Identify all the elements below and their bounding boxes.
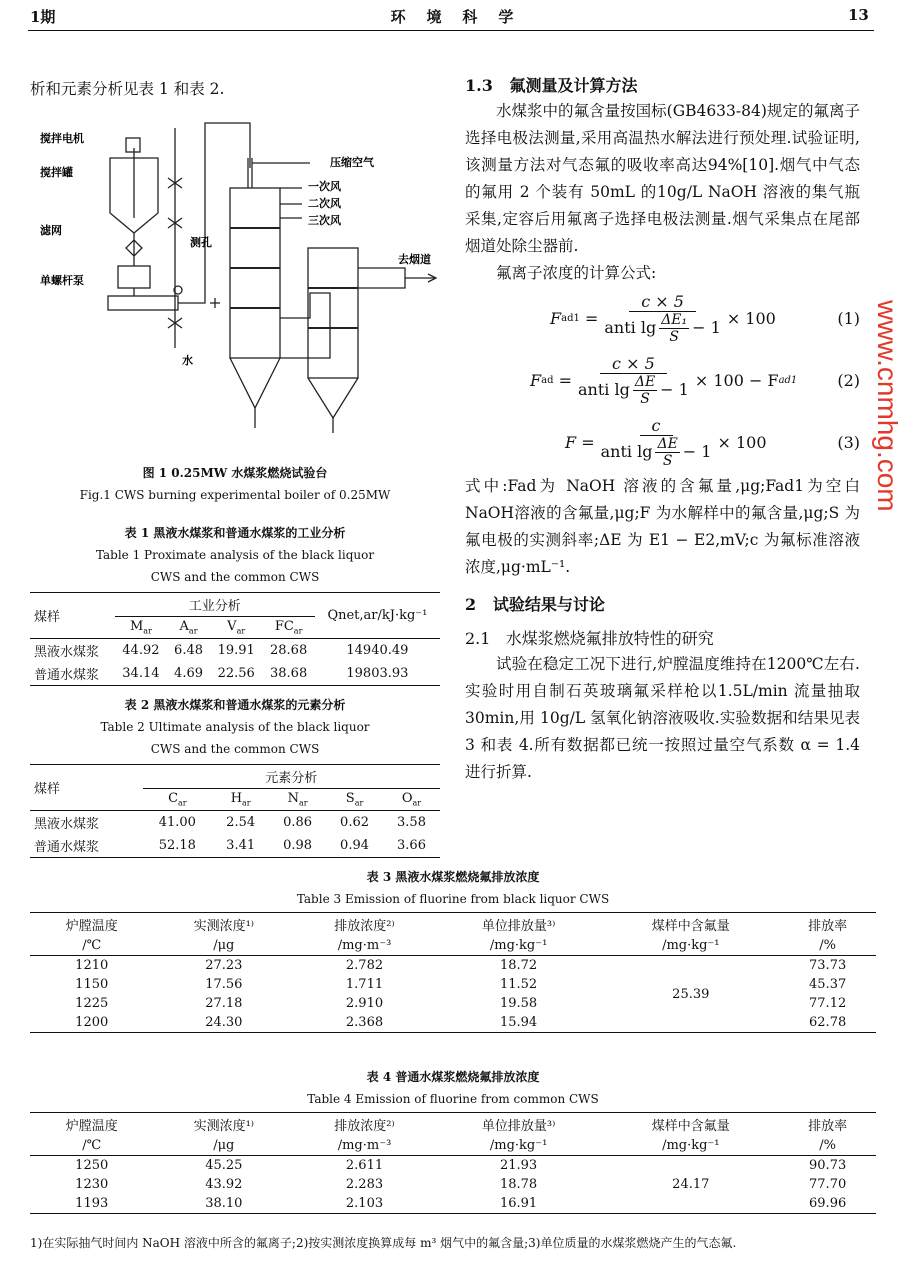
- fluorine-content-cell: 25.39: [672, 986, 710, 1002]
- paragraph-symbols: 式中:Fad为 NaOH 溶液的含氟量,μg;Fad1为空白NaOH溶液的含氟量,μg;F 为水解样中的氟含量,μg;S 为氟电极的实测斜率;ΔE 为 E1 − E2,mV;c 为氟标准溶液浓度,μg·mL⁻¹.: [465, 477, 860, 576]
- row-label: 黑液水煤浆: [34, 644, 100, 660]
- column-header: 排放浓度²⁾: [334, 919, 395, 934]
- column-header: [167, 617, 210, 639]
- table-cell: 43.92: [205, 1177, 243, 1192]
- section-2-1-heading: 2.1 水煤浆燃烧氟排放特性的研究: [465, 629, 714, 648]
- column-unit: /mg·kg⁻¹: [662, 938, 720, 953]
- column-header: [115, 617, 167, 639]
- label-primary: 一次风: [308, 180, 341, 193]
- watermark: www.cnmhg.com: [872, 300, 903, 512]
- table-cell: 0.62: [340, 814, 369, 830]
- table2-block: [30, 694, 440, 858]
- eq3-minus: − 1: [682, 441, 712, 461]
- table-cell: 3.58: [397, 814, 426, 830]
- table-cell: 24.30: [205, 1015, 243, 1030]
- header-qnet: Qnet,ar/kJ·kg⁻¹: [327, 607, 428, 623]
- table-cell: 21.93: [499, 1158, 538, 1173]
- right-column: [465, 74, 860, 786]
- eq1-lhs: F: [550, 308, 562, 328]
- table4-title-en: Table 4 Emission of fluorine from common CWS: [307, 1092, 599, 1106]
- eq1-inner-den: S: [669, 328, 679, 345]
- eq2-antilg: anti lg: [577, 379, 630, 399]
- table-cell: 44.92: [122, 642, 160, 658]
- table4-block: [30, 1066, 876, 1214]
- label-pump: 单螺杆泵: [40, 274, 84, 287]
- eq2-lhs: F: [530, 370, 542, 390]
- column-header: [262, 617, 314, 639]
- col-symbol: N: [287, 791, 299, 806]
- eq2-numerator: c × 5: [600, 354, 667, 374]
- eq2-number: (2): [837, 370, 860, 390]
- table-cell: 69.96: [809, 1196, 847, 1211]
- table-cell: 28.68: [270, 642, 308, 658]
- col-subscript: ar: [412, 798, 422, 808]
- table-row: [30, 638, 440, 662]
- eq2-tail-sub: ad1: [778, 374, 798, 386]
- equation-3: F = c anti lg $\frac{\Delta E}{S}$ − 1 × 100 (3): [565, 415, 860, 469]
- figure-caption-en: Fig.1 CWS burning experimental boiler of 0.25MW: [79, 488, 391, 502]
- column-unit: /μg: [213, 938, 235, 953]
- table-cell: 1225: [75, 996, 109, 1011]
- table-cell: 77.70: [809, 1177, 847, 1192]
- column-header: 煤样中含氟量: [651, 1119, 730, 1134]
- table3-title-en: Table 3 Emission of fluorine from black liquor CWS: [296, 892, 610, 906]
- label-flue: 去烟道: [398, 253, 431, 266]
- column-unit: /mg·kg⁻¹: [662, 1138, 720, 1153]
- eq1-antilg: anti lg: [604, 317, 657, 337]
- column-header: 单位排放量³⁾: [481, 919, 556, 934]
- table-cell: 2.368: [345, 1015, 384, 1030]
- label-port: 测孔: [190, 236, 212, 249]
- table-cell: 11.52: [499, 977, 538, 992]
- table-cell: 14940.49: [346, 642, 409, 658]
- row-label: 普通水煤浆: [34, 667, 100, 683]
- table3-block: [30, 866, 876, 1033]
- column-header: 炉膛温度: [65, 919, 118, 934]
- column-unit: /mg·m⁻³: [337, 938, 392, 953]
- table1: [30, 592, 440, 686]
- eq2-inner-num: ΔE: [634, 373, 656, 390]
- eq3-numerator: c: [640, 416, 673, 436]
- column-header: [210, 617, 262, 639]
- table1-block: [30, 522, 440, 686]
- table-cell: 19.58: [499, 996, 538, 1011]
- table-cell: 0.98: [283, 837, 313, 853]
- table-cell: 1200: [75, 1015, 109, 1030]
- table3: [30, 912, 876, 1033]
- column-unit: /℃: [82, 1138, 102, 1153]
- eq1-tail: × 100: [726, 308, 776, 328]
- table2-title-en1: Table 2 Ultimate analysis of the black liquor: [100, 720, 370, 734]
- eq3-inner-num: ΔE: [657, 435, 678, 452]
- header-sample: 煤样: [34, 609, 61, 625]
- col-subscript: ar: [178, 798, 187, 808]
- table-cell: 19803.93: [346, 665, 409, 681]
- table-cell: 45.37: [809, 977, 847, 992]
- table-cell: 52.18: [158, 837, 196, 853]
- table-cell: 62.78: [809, 1015, 847, 1030]
- label-tank: 搅拌罐: [40, 166, 73, 179]
- col-symbol: S: [345, 791, 355, 806]
- col-symbol: M: [129, 619, 144, 634]
- column-header: 排放率: [808, 919, 848, 934]
- table-cell: 77.12: [809, 996, 847, 1011]
- column-header: [326, 789, 383, 811]
- eq3-tail: × 100: [717, 432, 767, 452]
- table-cell: 1230: [75, 1177, 109, 1192]
- table-cell: 3.66: [397, 837, 426, 853]
- table-cell: 2.782: [345, 958, 384, 973]
- issue-number: 1期: [30, 8, 56, 26]
- col-symbol: FC: [274, 619, 294, 634]
- table-footnote: 1)在实际抽气时间内 NaOH 溶液中所含的氟离子;2)按实测浓度换算成每 m³ 烟气中的氟含量;3)单位质量的水煤浆燃烧产生的气态氟.: [30, 1236, 737, 1250]
- equation-1: F ad1 = c × 5 anti lg $\frac{\text{ΔE₁}}{S}$ − 1 × 100 (1): [550, 291, 860, 345]
- table-cell: 16.91: [499, 1196, 538, 1211]
- column-unit: /μg: [213, 1138, 235, 1153]
- col-symbol: O: [401, 791, 413, 806]
- eq2-sub: ad: [541, 374, 554, 386]
- row-label: 普通水煤浆: [34, 839, 100, 855]
- eq1-sub: ad1: [561, 312, 580, 324]
- table-row: [30, 810, 440, 834]
- table2-title-en2: CWS and the common CWS: [150, 742, 320, 756]
- column-unit: /mg·kg⁻¹: [489, 1138, 548, 1153]
- table-cell: 38.68: [270, 665, 308, 681]
- column-header: 单位排放量³⁾: [481, 1119, 556, 1134]
- table2: [30, 764, 440, 858]
- table-cell: 1150: [75, 977, 109, 992]
- table-cell: 0.86: [283, 814, 313, 830]
- table-cell: 2.283: [345, 1177, 384, 1192]
- column-unit: /℃: [82, 938, 102, 953]
- journal-title: 环 境 科 学: [390, 8, 514, 26]
- table-cell: 22.56: [217, 665, 255, 681]
- table-row: [30, 834, 440, 858]
- table-cell: 2.54: [226, 814, 256, 830]
- table-cell: 1.711: [345, 977, 384, 992]
- column-header: 排放率: [808, 1119, 848, 1134]
- table1-title-en1: Table 1 Proximate analysis of the black liquor: [95, 548, 375, 562]
- col-subscript: ar: [298, 798, 308, 808]
- intro-text: 析和元素分析见表 1 和表 2.: [30, 80, 225, 98]
- paragraph-results: 试验在稳定工况下进行,炉膛温度维持在1200℃左右.实验时用自制石英玻璃氟采样枪以1.5L/min 流量抽取 30min,用 10g/L 氢氧化钠溶液吸收.实验数据和结果见表 3 和表 4.所有数据都已统一按照过量空气系数 α = 1.4 进行折算.: [465, 655, 860, 781]
- col-symbol: V: [227, 619, 237, 634]
- table3-title-cn: 表 3 黑液水煤浆燃烧氟排放浓度: [366, 870, 540, 884]
- label-tertiary: 三次风: [308, 214, 341, 227]
- table-cell: 17.56: [205, 977, 243, 992]
- eq3-lhs: F: [565, 432, 577, 452]
- table-cell: 4.69: [174, 665, 203, 681]
- table-cell: 6.48: [174, 642, 203, 658]
- table-cell: 1193: [75, 1196, 109, 1211]
- header-rule: [28, 30, 874, 31]
- header-group: 工业分析: [115, 593, 315, 617]
- label-filter: 滤网: [40, 224, 62, 237]
- col-subscript: ar: [354, 798, 364, 808]
- eq3-inner-den: S: [662, 452, 673, 469]
- boiler-diagram: [40, 118, 450, 448]
- section-1-3-heading: 1.3 氟测量及计算方法: [465, 76, 638, 95]
- column-header: [269, 789, 326, 811]
- table1-title-en2: CWS and the common CWS: [150, 570, 320, 584]
- table-cell: 1250: [75, 1158, 109, 1173]
- header-group: 元素分析: [143, 765, 440, 789]
- eq3-antilg: anti lg: [600, 441, 653, 461]
- figure-caption-cn: 图 1 0.25MW 水煤浆燃烧试验台: [142, 466, 328, 480]
- table-cell: 27.23: [205, 958, 243, 973]
- col-subscript: ar: [143, 626, 152, 636]
- column-header: [212, 789, 269, 811]
- table-cell: 27.18: [205, 996, 243, 1011]
- column-header: 实测浓度¹⁾: [193, 1119, 254, 1134]
- table-cell: 34.14: [122, 665, 160, 681]
- header-sample: 煤样: [34, 781, 61, 797]
- table-row: [30, 956, 876, 976]
- col-symbol: C: [168, 791, 179, 806]
- eq3-number: (3): [837, 432, 860, 452]
- eq2-tail: × 100 − F: [694, 370, 779, 390]
- table2-title-cn: 表 2 黑液水煤浆和普通水煤浆的元素分析: [124, 698, 346, 712]
- col-symbol: A: [179, 619, 189, 634]
- label-water: 水: [182, 354, 193, 367]
- table-cell: 18.78: [499, 1177, 538, 1192]
- label-air: 压缩空气: [330, 156, 374, 169]
- table-cell: 2.103: [345, 1196, 384, 1211]
- table-cell: 1210: [75, 958, 109, 973]
- col-subscript: ar: [242, 798, 251, 808]
- column-unit: /%: [819, 1138, 836, 1153]
- fluorine-content-cell: 24.17: [672, 1177, 710, 1192]
- eq1-numerator: c × 5: [629, 292, 696, 312]
- eq2-minus: − 1: [660, 379, 689, 399]
- table1-title-cn: 表 1 黑液水煤浆和普通水煤浆的工业分析: [124, 526, 346, 540]
- table-row: [30, 662, 440, 686]
- label-motor: 搅拌电机: [40, 132, 84, 145]
- table4-title-cn: 表 4 普通水煤浆燃烧氟排放浓度: [366, 1070, 540, 1084]
- eq1-inner-num: ΔE₁: [661, 311, 688, 328]
- table-cell: 45.25: [205, 1158, 243, 1173]
- paragraph-method: 水煤浆中的氟含量按国标(GB4633-84)规定的氟离子选择电极法测量,采用高温热水解法进行预处理.试验证明,该测量方法对气态氟的吸收率高达94%[10].烟气中气态的氟用 2 个装有 50mL 的10g/L NaOH 溶液的集气瓶采集,定容后用氟离子选择电极法测量.烟气采集点在尾部烟道处除尘器前.: [465, 102, 860, 255]
- table-cell: 2.611: [345, 1158, 384, 1173]
- table-cell: 0.94: [340, 837, 369, 853]
- equation-2: F ad = c × 5 anti lg $\frac{\Delta E}{S}$ − 1 × 100 − F ad1 (2): [530, 353, 860, 407]
- column-header: 煤样中含氟量: [651, 919, 730, 934]
- eq2-inner-den: S: [640, 390, 650, 407]
- column-unit: /mg·m⁻³: [337, 1138, 392, 1153]
- table-cell: 18.72: [499, 958, 538, 973]
- eq1-minus: − 1: [692, 317, 721, 337]
- label-secondary: 二次风: [308, 197, 341, 210]
- table-cell: 38.10: [205, 1196, 243, 1211]
- column-header: [383, 789, 440, 811]
- col-subscript: ar: [236, 626, 246, 636]
- row-label: 黑液水煤浆: [34, 816, 100, 832]
- col-subscript: ar: [188, 626, 198, 636]
- column-header: 排放浓度²⁾: [334, 1119, 395, 1134]
- paragraph-formula-intro: 氟离子浓度的计算公式:: [496, 264, 657, 282]
- table-cell: 41.00: [158, 814, 196, 830]
- column-header: 炉膛温度: [65, 1119, 118, 1134]
- eq1-number: (1): [837, 308, 860, 328]
- column-header: [143, 789, 213, 811]
- table-cell: 15.94: [499, 1015, 538, 1030]
- table-cell: 19.91: [217, 642, 255, 658]
- table-cell: 3.41: [226, 837, 256, 853]
- table-cell: 2.910: [345, 996, 384, 1011]
- table-cell: 90.73: [809, 1158, 847, 1173]
- col-symbol: H: [230, 791, 243, 806]
- page-number: 13: [848, 6, 869, 24]
- column-unit: /%: [819, 938, 836, 953]
- section-2-heading: 2 试验结果与讨论: [465, 595, 605, 614]
- table4: [30, 1112, 876, 1214]
- table-row: [30, 1156, 876, 1176]
- column-unit: /mg·kg⁻¹: [489, 938, 548, 953]
- col-subscript: ar: [293, 626, 303, 636]
- table-cell: 73.73: [809, 958, 847, 973]
- column-header: 实测浓度¹⁾: [193, 919, 254, 934]
